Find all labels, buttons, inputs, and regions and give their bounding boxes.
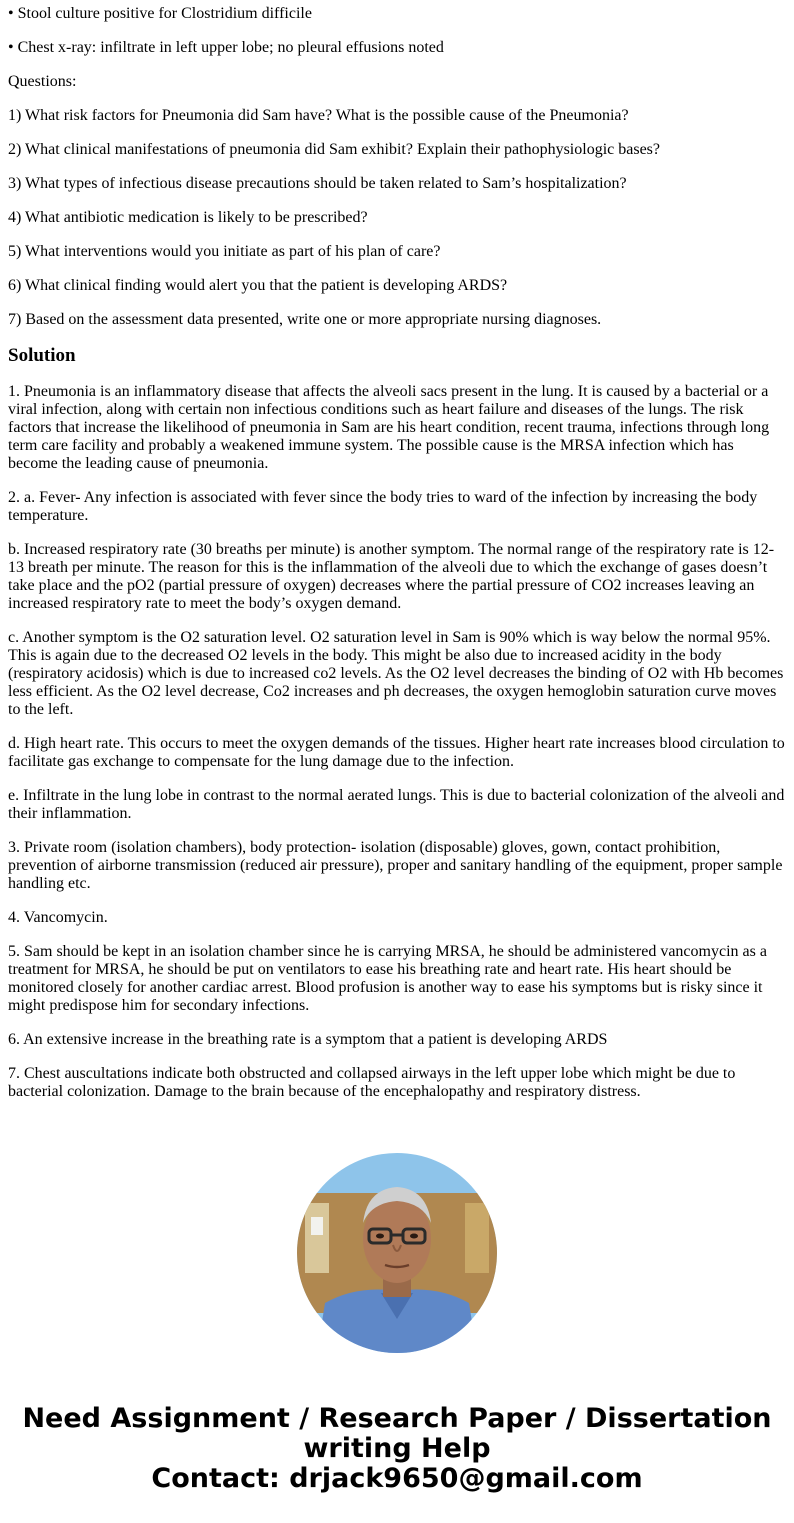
solution-paragraph: 4. Vancomycin. [8, 909, 108, 926]
solution-paragraph: b. Increased respiratory rate (30 breaths per minute) is another symptom. The normal range of the respiratory rate is 12-13 breath per minute. The reason for this is the inflammation of the alveoli due to which the exchange of gases doesn’t take place and the pO2 (partial pressure of oxygen) decreases where the partial pressure of CO2 increases leaving an increased respiratory rate to meet the body’s oxygen demand. [8, 541, 775, 612]
promo-banner [0, 1404, 794, 1494]
question-item: 1) What risk factors for Pneumonia did Sam have? What is the possible cause of the Pneumonia? [8, 107, 629, 124]
solution-paragraph: e. Infiltrate in the lung lobe in contrast to the normal aerated lungs. This is due to bacterial colonization of the alveoli and their inflammation. [8, 787, 785, 822]
promo-contact: Contact: drjack9650@gmail.com [151, 1463, 643, 1494]
document-body [8, 5, 786, 1117]
question-item: 7) Based on the assessment data presented, write one or more appropriate nursing diagnoses. [8, 311, 602, 328]
lab-item: • Stool culture positive for Clostridium difficile [8, 5, 312, 22]
question-item: 6) What clinical finding would alert you that the patient is developing ARDS? [8, 277, 508, 294]
solution-paragraph: 5. Sam should be kept in an isolation chamber since he is carrying MRSA, he should be administered vancomycin as a treatment for MRSA, he should be put on ventilators to ease his breathing rate and heart rate. His heart should be monitored closely for another cardiac arrest. Blood profusion is another way to ease his symptoms but is risky since it might predispose him for secondary infections. [8, 943, 767, 1014]
solution-paragraph: d. High heart rate. This occurs to meet the oxygen demands of the tissues. Higher heart rate increases blood circulation to facilitate gas exchange to compensate for the lung damage due to the infection. [8, 735, 785, 770]
solution-paragraph: 3. Private room (isolation chambers), body protection- isolation (disposable) gloves, gown, contact prohibition, prevention of airborne transmission (reduced air pressure), proper and sanitary handling of the equipment, proper sample handling etc. [8, 839, 783, 892]
question-item: 4) What antibiotic medication is likely to be prescribed? [8, 209, 368, 226]
solution-paragraph: 2. a. Fever- Any infection is associated with fever since the body tries to ward of the infection by increasing the body temperature. [8, 489, 758, 524]
solution-paragraph: 7. Chest auscultations indicate both obstructed and collapsed airways in the left upper lobe which might be due to bacterial colonization. Damage to the brain because of the encephalopathy and respiratory distress. [8, 1065, 736, 1100]
question-item: 5) What interventions would you initiate as part of his plan of care? [8, 243, 441, 260]
solution-paragraph: 1. Pneumonia is an inflammatory disease that affects the alveoli sacs present in the lung. It is caused by a bacterial or a viral infection, along with certain non infectious conditions such as heart failure and diseases of the lungs. The risk factors that increase the likelihood of pneumonia in Sam are his heart condition, recent trauma, infections through long term care facility and probably a weakened immune system. The possible cause is the MRSA infection which has become the leading cause of pneumonia. [8, 383, 770, 472]
question-item: 2) What clinical manifestations of pneumonia did Sam exhibit? Explain their pathophysiologic bases? [8, 141, 660, 158]
lab-item: • Chest x-ray: infiltrate in left upper lobe; no pleural effusions noted [8, 39, 444, 56]
author-photo [297, 1153, 497, 1353]
question-item: 3) What types of infectious disease precautions should be taken related to Sam’s hospitalization? [8, 175, 627, 192]
solution-heading: Solution [8, 345, 76, 366]
promo-line: writing Help [303, 1433, 491, 1464]
solution-paragraph: c. Another symptom is the O2 saturation level. O2 saturation level in Sam is 90% which is way below the normal 95%. This is again due to the decreased O2 levels in the body. This might be also due to increased acidity in the body (respiratory acidosis) which is due to increased co2 levels. As the O2 level decreases the binding of O2 with Hb becomes less efficient. As the O2 level decrease, Co2 increases and ph decreases, the oxygen hemoglobin saturation curve moves to the left. [8, 629, 784, 718]
questions-label: Questions: [8, 73, 77, 90]
solution-paragraph: 6. An extensive increase in the breathing rate is a symptom that a patient is developing ARDS [8, 1031, 608, 1048]
promo-line: Need Assignment / Research Paper / Dissertation [22, 1403, 772, 1434]
avatar-portrait-icon [297, 1153, 497, 1353]
